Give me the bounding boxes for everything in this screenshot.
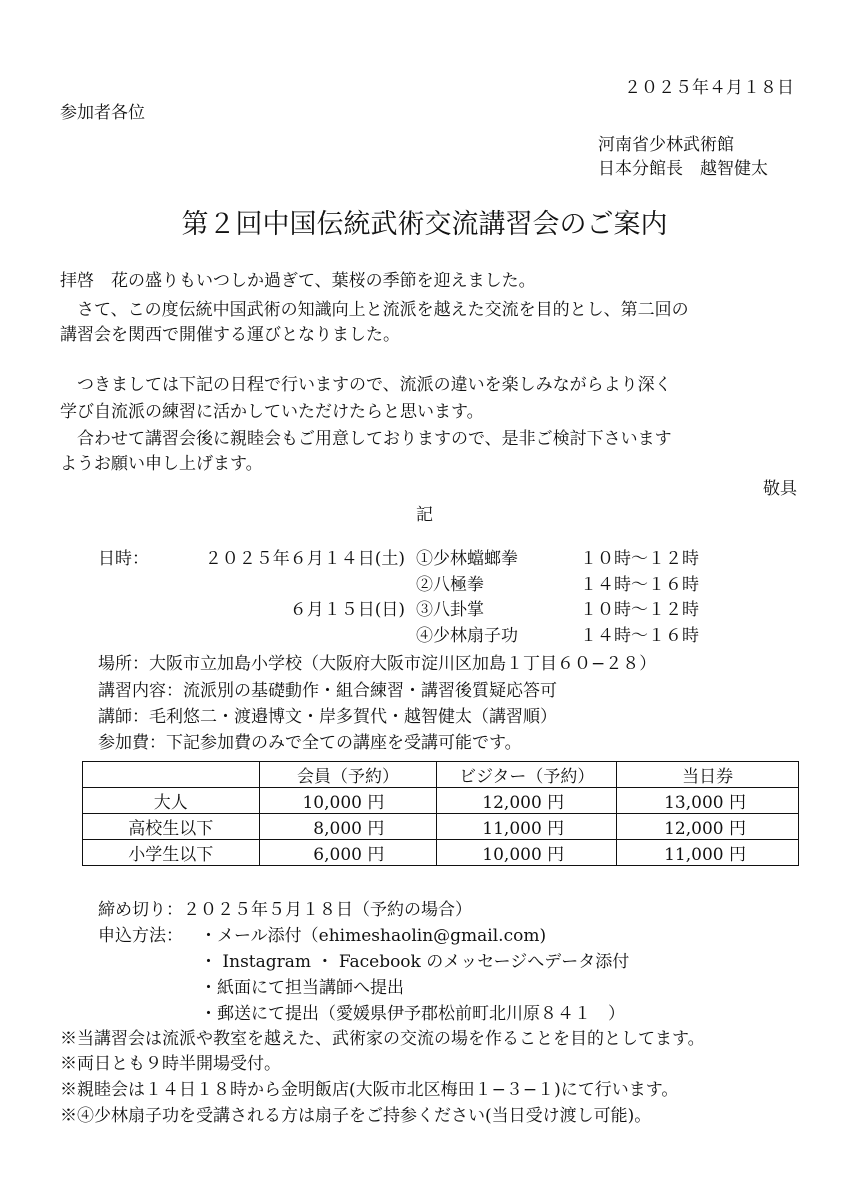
table-header-row bbox=[83, 762, 799, 788]
instructors-line: 講師：毛利悠二・渡邉博文・岸多賀代・越智健太（講習順） bbox=[98, 707, 557, 727]
apply-method: ・メール添付（ehimeshaolin@gmail.com) bbox=[200, 926, 547, 946]
fee-cell: 10,000 円 bbox=[437, 840, 617, 866]
schedule-class: ④少林扇子功 bbox=[416, 626, 518, 646]
note-line: ※両日とも９時半開場受付。 bbox=[60, 1054, 281, 1074]
schedule-class: ①少林蟷螂拳 bbox=[416, 549, 518, 569]
note-line: ※④少林扇子功を受講される方は扇子をご持参ください(当日受け渡し可能)。 bbox=[60, 1106, 652, 1126]
table-header-cell: 会員（予約） bbox=[259, 762, 437, 788]
sender-organization: 河南省少林武術館 bbox=[598, 135, 734, 155]
note-line: ※当講習会は流派や教室を越えた、武術家の交流の場を作ることを目的としてます。 bbox=[60, 1029, 705, 1049]
body-line: さて、この度伝統中国武術の知識向上と流派を越えた交流を目的とし、第二回の bbox=[60, 300, 689, 320]
content-line: 講習内容：流派別の基礎動作・組合練習・講習後質疑応答可 bbox=[98, 681, 557, 701]
fee-line: 参加費：下記参加費のみで全ての講座を受講可能です。 bbox=[98, 733, 522, 753]
document-title: 第２回中国伝統武術交流講習会のご案内 bbox=[181, 209, 668, 240]
fee-cell: 11,000 円 bbox=[437, 814, 617, 840]
body-line: 拝啓 花の盛りもいつしか過ぎて、葉桜の季節を迎えました。 bbox=[60, 271, 536, 291]
table-header-cell bbox=[83, 762, 260, 788]
venue-line: 場所：大阪市立加島小学校（大阪府大阪市淀川区加島１丁目６０−２８） bbox=[98, 654, 657, 674]
schedule-date: ６月１５日(日) bbox=[289, 600, 405, 620]
apply-method: ・ Instagram ・ Facebook のメッセージへデータ添付 bbox=[200, 952, 630, 972]
schedule-label: 日時： bbox=[98, 549, 149, 569]
body-line: ようお願い申し上げます。 bbox=[60, 454, 263, 474]
closing: 敬具 bbox=[763, 479, 797, 499]
ki-heading: 記 bbox=[416, 505, 433, 525]
deadline-line: 締め切り：２０２５年５月１８日（予約の場合） bbox=[98, 900, 472, 920]
table-header-cell: ビジター（予約） bbox=[437, 762, 617, 788]
schedule-time: １４時～１６時 bbox=[580, 626, 699, 646]
schedule-time: １０時～１２時 bbox=[580, 600, 699, 620]
schedule-time: １４時～１６時 bbox=[580, 575, 699, 595]
schedule-class: ②八極拳 bbox=[416, 575, 484, 595]
fee-cell: 10,000 円 bbox=[259, 788, 437, 814]
apply-method: ・郵送にて提出（愛媛県伊予郡松前町北川原８４１ ） bbox=[200, 1004, 625, 1024]
fee-cell: 12,000 円 bbox=[617, 814, 799, 840]
schedule-date: ２０２５年６月１４日(土) bbox=[204, 549, 405, 569]
fee-cell: 11,000 円 bbox=[617, 840, 799, 866]
table-row bbox=[83, 840, 799, 866]
body-line: 合わせて講習会後に親睦会もご用意しておりますので、是非ご検討下さいます bbox=[60, 429, 672, 449]
document-date: ２０２５年４月１８日 bbox=[624, 78, 794, 98]
fee-cell: 6,000 円 bbox=[259, 840, 437, 866]
body-line: 講習会を関西で開催する運びとなりました。 bbox=[60, 325, 400, 345]
fee-cell: 13,000 円 bbox=[617, 788, 799, 814]
fee-cell: 8,000 円 bbox=[259, 814, 437, 840]
body-line: 学び自流派の練習に活かしていただけたらと思います。 bbox=[60, 402, 484, 422]
body-line: つきましては下記の日程で行いますので、流派の違いを楽しみながらより深く bbox=[60, 375, 672, 395]
fee-cell: 12,000 円 bbox=[437, 788, 617, 814]
sender-title: 日本分館長 越智健太 bbox=[598, 159, 768, 179]
fee-table bbox=[82, 761, 799, 866]
row-label: 高校生以下 bbox=[83, 814, 260, 840]
row-label: 大人 bbox=[83, 788, 260, 814]
apply-label: 申込方法： bbox=[98, 926, 183, 946]
schedule-class: ③八卦掌 bbox=[416, 600, 484, 620]
schedule-time: １０時～１２時 bbox=[580, 549, 699, 569]
table-header-cell: 当日券 bbox=[617, 762, 799, 788]
apply-method: ・紙面にて担当講師へ提出 bbox=[200, 978, 404, 998]
table-row bbox=[83, 788, 799, 814]
table-row bbox=[83, 814, 799, 840]
note-line: ※親睦会は１４日１８時から金明飯店(大阪市北区梅田１−３−１)にて行います。 bbox=[60, 1080, 679, 1100]
addressee: 参加者各位 bbox=[60, 103, 145, 123]
row-label: 小学生以下 bbox=[83, 840, 260, 866]
